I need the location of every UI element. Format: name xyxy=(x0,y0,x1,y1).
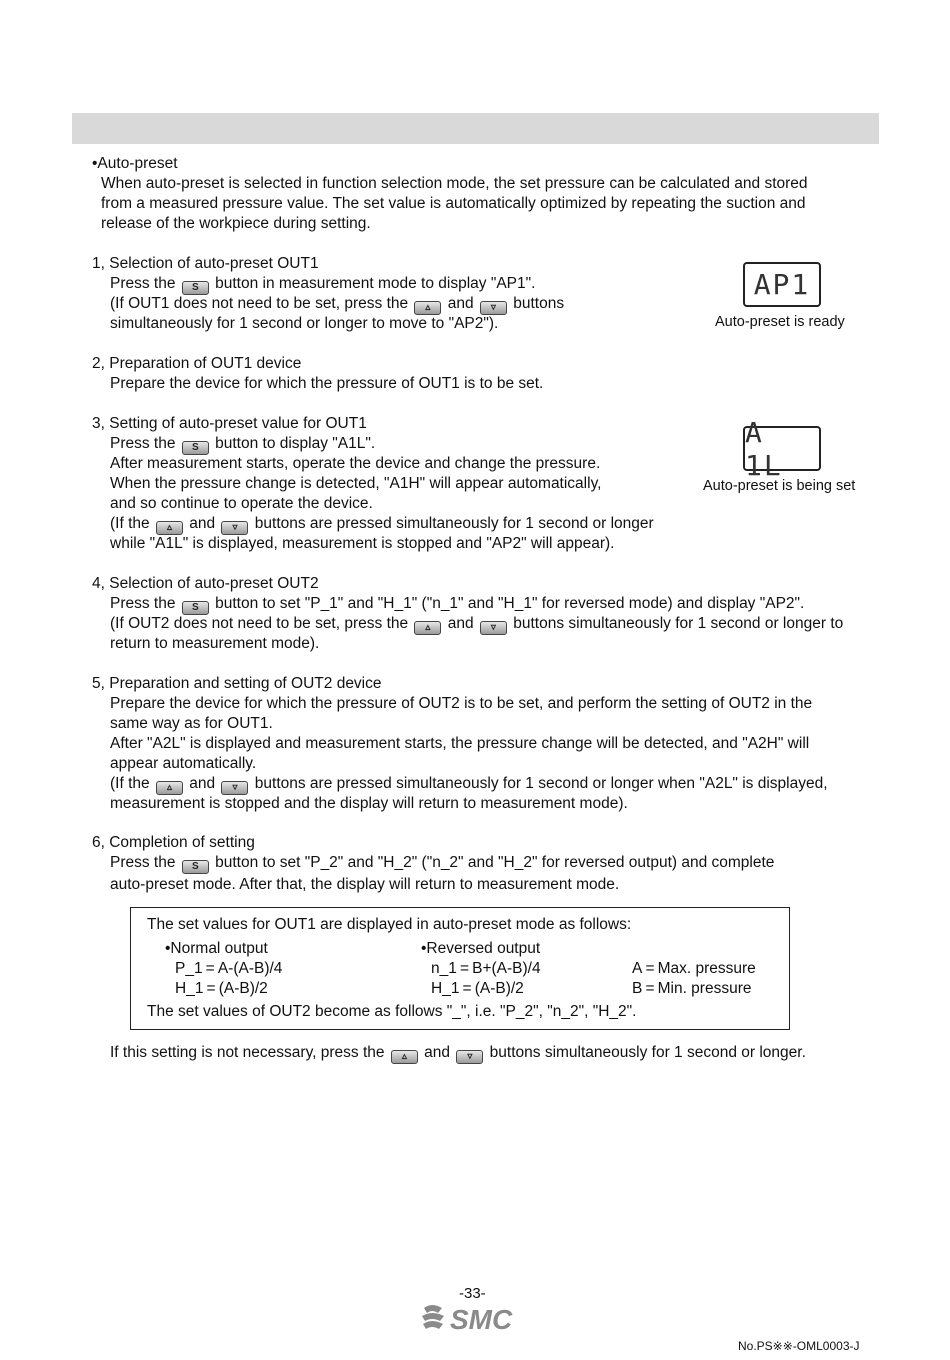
step1-line2: (If OUT1 does not need to be set, press the ▵ and ▿ buttons xyxy=(110,295,565,313)
step4-line2: (If OUT2 does not need to be set, press the ▵ and ▿ buttons simultaneously for 1 second or longer to xyxy=(110,615,844,633)
step1-line3: simultaneously for 1 second or longer to move to "AP2"). xyxy=(110,315,499,332)
note-line: If this setting is not necessary, press the ▵ and ▿ buttons simultaneously for 1 second or longer. xyxy=(110,1044,806,1062)
up-button-icon: ▵ xyxy=(156,521,183,535)
set-button-icon: S xyxy=(182,601,209,615)
step4-line3: return to measurement mode). xyxy=(110,635,320,652)
down-button-icon: ▿ xyxy=(456,1050,483,1064)
down-button-icon: ▿ xyxy=(480,301,507,315)
intro-bullet: •Auto-preset xyxy=(92,155,178,172)
lcd-display-a1l: A 1L xyxy=(743,426,821,471)
step2-title: 2, Preparation of OUT1 device xyxy=(92,355,302,372)
step3-line3: When the pressure change is detected, "A1H" will appear automatically, xyxy=(110,475,602,492)
up-button-icon: ▵ xyxy=(414,621,441,635)
page-number: -33- xyxy=(459,1285,486,1302)
lcd-caption-being-set: Auto-preset is being set xyxy=(703,478,856,494)
smc-logo xyxy=(420,1302,530,1336)
reversed-output-n1: n_1 = B+(A-B)/4 xyxy=(431,960,541,977)
reversed-output-title: •Reversed output xyxy=(421,940,541,957)
definition-a: A = Max. pressure xyxy=(632,960,756,977)
definition-b: B = Min. pressure xyxy=(632,980,752,997)
step3-line4: and so continue to operate the device. xyxy=(110,495,373,512)
step5-line6: measurement is stopped and the display will return to measurement mode). xyxy=(110,795,628,812)
box-footer: The set values of OUT2 become as follows "_", i.e. "P_2", "n_2", "H_2". xyxy=(147,1003,637,1020)
normal-output-p1: P_1 = A-(A-B)/4 xyxy=(175,960,283,977)
step5-title: 5, Preparation and setting of OUT2 device xyxy=(92,675,382,692)
normal-output-title: •Normal output xyxy=(165,940,268,957)
reversed-output-h1: H_1 = (A-B)/2 xyxy=(431,980,524,997)
intro-line-3: release of the workpiece during setting. xyxy=(101,215,371,232)
step5-line5: (If the ▵ and ▿ buttons are pressed simultaneously for 1 second or longer when "A2L" is displayed, xyxy=(110,775,828,793)
step6-line2: auto-preset mode. After that, the display will return to measurement mode. xyxy=(110,876,620,893)
step3-line1: Press the S button to display "A1L". xyxy=(110,435,376,453)
set-button-icon: S xyxy=(182,281,209,295)
step5-line3: After "A2L" is displayed and measurement starts, the pressure change will be detected, and "A2H" will xyxy=(110,735,810,752)
up-button-icon: ▵ xyxy=(156,781,183,795)
step2-line1: Prepare the device for which the pressure of OUT1 is to be set. xyxy=(110,375,544,392)
step1-title: 1, Selection of auto-preset OUT1 xyxy=(92,255,319,272)
set-button-icon: S xyxy=(182,860,209,874)
step6-line1: Press the S button to set "P_2" and "H_2" ("n_2" and "H_2" for reversed output) and complete xyxy=(110,854,775,872)
step3-line6: while "A1L" is displayed, measurement is stopped and "AP2" will appear). xyxy=(110,535,615,552)
up-button-icon: ▵ xyxy=(391,1050,418,1064)
step5-line2: same way as for OUT1. xyxy=(110,715,273,732)
step3-line2: After measurement starts, operate the device and change the pressure. xyxy=(110,455,601,472)
section-header-band xyxy=(72,113,879,144)
down-button-icon: ▿ xyxy=(480,621,507,635)
document-number: No.PS※※-OML0003-J xyxy=(738,1339,860,1353)
step3-title: 3, Setting of auto-preset value for OUT1 xyxy=(92,415,367,432)
step3-line5: (If the ▵ and ▿ buttons are pressed simultaneously for 1 second or longer xyxy=(110,515,654,533)
down-button-icon: ▿ xyxy=(221,781,248,795)
step6-title: 6, Completion of setting xyxy=(92,834,255,851)
step5-line1: Prepare the device for which the pressure of OUT2 is to be set, and perform the setting of OUT2 in the xyxy=(110,695,813,712)
lcd-caption-ready: Auto-preset is ready xyxy=(715,314,845,330)
box-heading: The set values for OUT1 are displayed in auto-preset mode as follows: xyxy=(147,916,632,933)
step4-title: 4, Selection of auto-preset OUT2 xyxy=(92,575,319,592)
step1-line1: Press the S button in measurement mode to display "AP1". xyxy=(110,275,536,293)
normal-output-h1: H_1 = (A-B)/2 xyxy=(175,980,268,997)
svg-text:SMC: SMC xyxy=(450,1304,513,1335)
up-button-icon: ▵ xyxy=(414,301,441,315)
intro-line-1: When auto-preset is selected in function selection mode, the set pressure can be calculated and stored xyxy=(101,175,808,192)
set-button-icon: S xyxy=(182,441,209,455)
lcd-display-ap1: AP1 xyxy=(743,262,821,307)
down-button-icon: ▿ xyxy=(221,521,248,535)
step5-line4: appear automatically. xyxy=(110,755,257,772)
intro-line-2: from a measured pressure value. The set value is automatically optimized by repeating the suction and xyxy=(101,195,806,212)
step4-line1: Press the S button to set "P_1" and "H_1" ("n_1" and "H_1" for reversed mode) and display "AP2". xyxy=(110,595,805,613)
